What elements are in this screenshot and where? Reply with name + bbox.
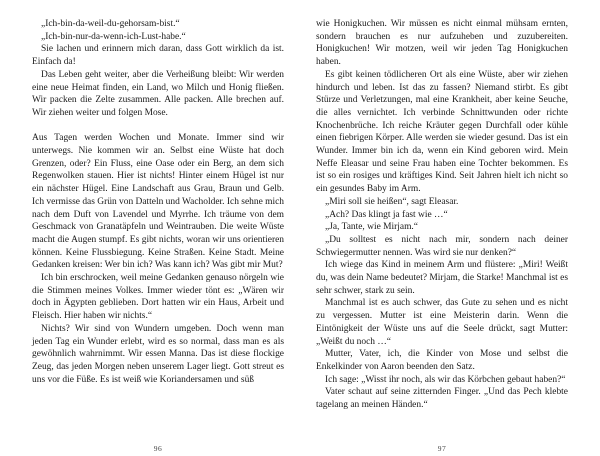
- paragraph: Nichts? Wir sind von Wundern umgeben. Doch wenn man jeden Tag ein Wunder erlebt, wird es so normal, dass man es als gewöhnlich wahrnimmt. Wir essen Manna. Das ist diese flockige Zeug, das jeden Morgen neben unserem Lager liegt. Gott streut es uns vor die Füße. Es ist weiß wie Koriandersamen und süß: [32, 323, 284, 385]
- paragraph: „Ich-bin-nur-da-wenn-ich-Lust-habe.“: [41, 31, 186, 42]
- paragraph: Manchmal ist es auch schwer, das Gute zu sehen und es nicht zu vergessen. Mutter ist eine Meisterin darin. Wenn die Eintönigkeit der Wüste uns auf die Seele drückt, sagt Mutter: „Weißt du noch …“: [316, 298, 568, 347]
- paragraph: „Ach? Das klingt ja fast wie …“: [325, 209, 448, 220]
- paragraph: „Du solltest es nicht nach mir, sondern nach deiner Schwiegermutter nennen. Was wird sie nur denken?“: [316, 234, 568, 258]
- paragraph: wie Honigkuchen. Wir müssen es nicht einmal mühsam ernten, sondern brauchen es nur aufzuheben und zuzubereiten. Honigkuchen! Wir motzen, weil wir jeden Tag Honigkuchen haben.: [316, 19, 568, 68]
- paragraph: Vater schaut auf seine zitternden Finger. „Und das Pech klebte tagelang an meinen Händen.“: [316, 387, 568, 411]
- paragraph: Sie lachen und erinnern mich daran, dass Gott wirklich da ist. Einfach da!: [32, 44, 284, 68]
- left-page: [32, 18, 284, 456]
- page-number: 97: [437, 444, 447, 453]
- paragraph: Ich wiege das Kind in meinem Arm und flüstere: „Miri! Weißt du, was dein Name bedeutet? Mirjam, die Starke! Manchmal ist es sehr schwer, stark zu sein.: [316, 260, 568, 296]
- right-page-text: [316, 18, 568, 412]
- paragraph: „Miri soll sie heißen“, sagt Eleasar.: [325, 196, 459, 207]
- paragraph: Aus Tagen werden Wochen und Monate. Immer sind wir unterwegs. Nie kommen wir an. Selbst eine Wüste hat doch Grenzen, oder? Ein Fluss, eine Oase oder ein Berg, an dem sich Regenwolken stauen. Hier ist nichts! Hinter einem Hügel ist nur ein nächster Hügel. Eine Landschaft aus Grau, Braun und Gelb. Ich vermisse das Grün von Datteln und Wacholder. Ich sehne mich nach dem Duft von Lavendel und Myrrhe. Ich träume von dem Geschmack von Granatäpfeln und Weintrauben. Die weite Wüste macht die Augen stumpf. Es gibt nichts, woran wir uns orientieren können. Keine Flussbiegung. Keine Straßen. Keine Stadt. Meine Gedanken kreisen: Wer bin ich? Was kann ich? Was gibt mir Mut?: [32, 133, 284, 271]
- paragraph: Ich bin erschrocken, weil meine Gedanken genauso nörgeln wie die Stimmen meines Volkes. Immer wieder tönt es: „Wären wir doch in Ägypten geblieben. Dort hatten wir ein Haus, Arbeit und Fleisch. Hier haben wir nichts.“: [32, 273, 284, 322]
- left-page-text: [32, 18, 284, 386]
- paragraph: Das Leben geht weiter, aber die Verheißung bleibt: Wir werden eine neue Heimat finden, ein Land, wo Milch und Honig fließen. Wir packen die Zelte zusammen. Alle packen. Alle brechen auf. Wir ziehen weiter und folgen Mose.: [32, 69, 284, 118]
- paragraph: Mutter, Vater, ich, die Kinder von Mose und selbst die Enkelkinder von Aaron beenden den Satz.: [316, 349, 568, 372]
- paragraph: „Ich-bin-da-weil-du-gehorsam-bist.“: [41, 19, 180, 29]
- right-page: [316, 18, 568, 456]
- paragraph: „Ja, Tante, wie Mirjam.“: [325, 222, 418, 233]
- paragraph: Es gibt keinen tödlicheren Ort als eine Wüste, aber wir ziehen hindurch und leben. Ist das zu fassen? Niemand stirbt. Es gibt Stürze und Verletzungen, mal eine Krankheit, aber keine Seuche, die alles vernichtet. Ich verbinde Schnittwunden oder richte Knochenbrüche. Ich reiche Kräuter gegen Durchfall oder kühle einen fiebrigen Körper. Alle werden sie wieder gesund. Das ist ein Wunder. Immer bin ich da, wenn ein Kind geboren wird. Mein Neffe Eleasar und seine Frau haben eine Tochter bekommen. Es ist so ein rosiges und kräftiges Kind. Seit Jahren hielt ich nicht so ein gesundes Baby im Arm.: [316, 69, 568, 195]
- page-number: 96: [153, 444, 163, 453]
- paragraph: Ich sage: „Wisst ihr noch, als wir das Körbchen gebaut haben?“: [325, 374, 566, 385]
